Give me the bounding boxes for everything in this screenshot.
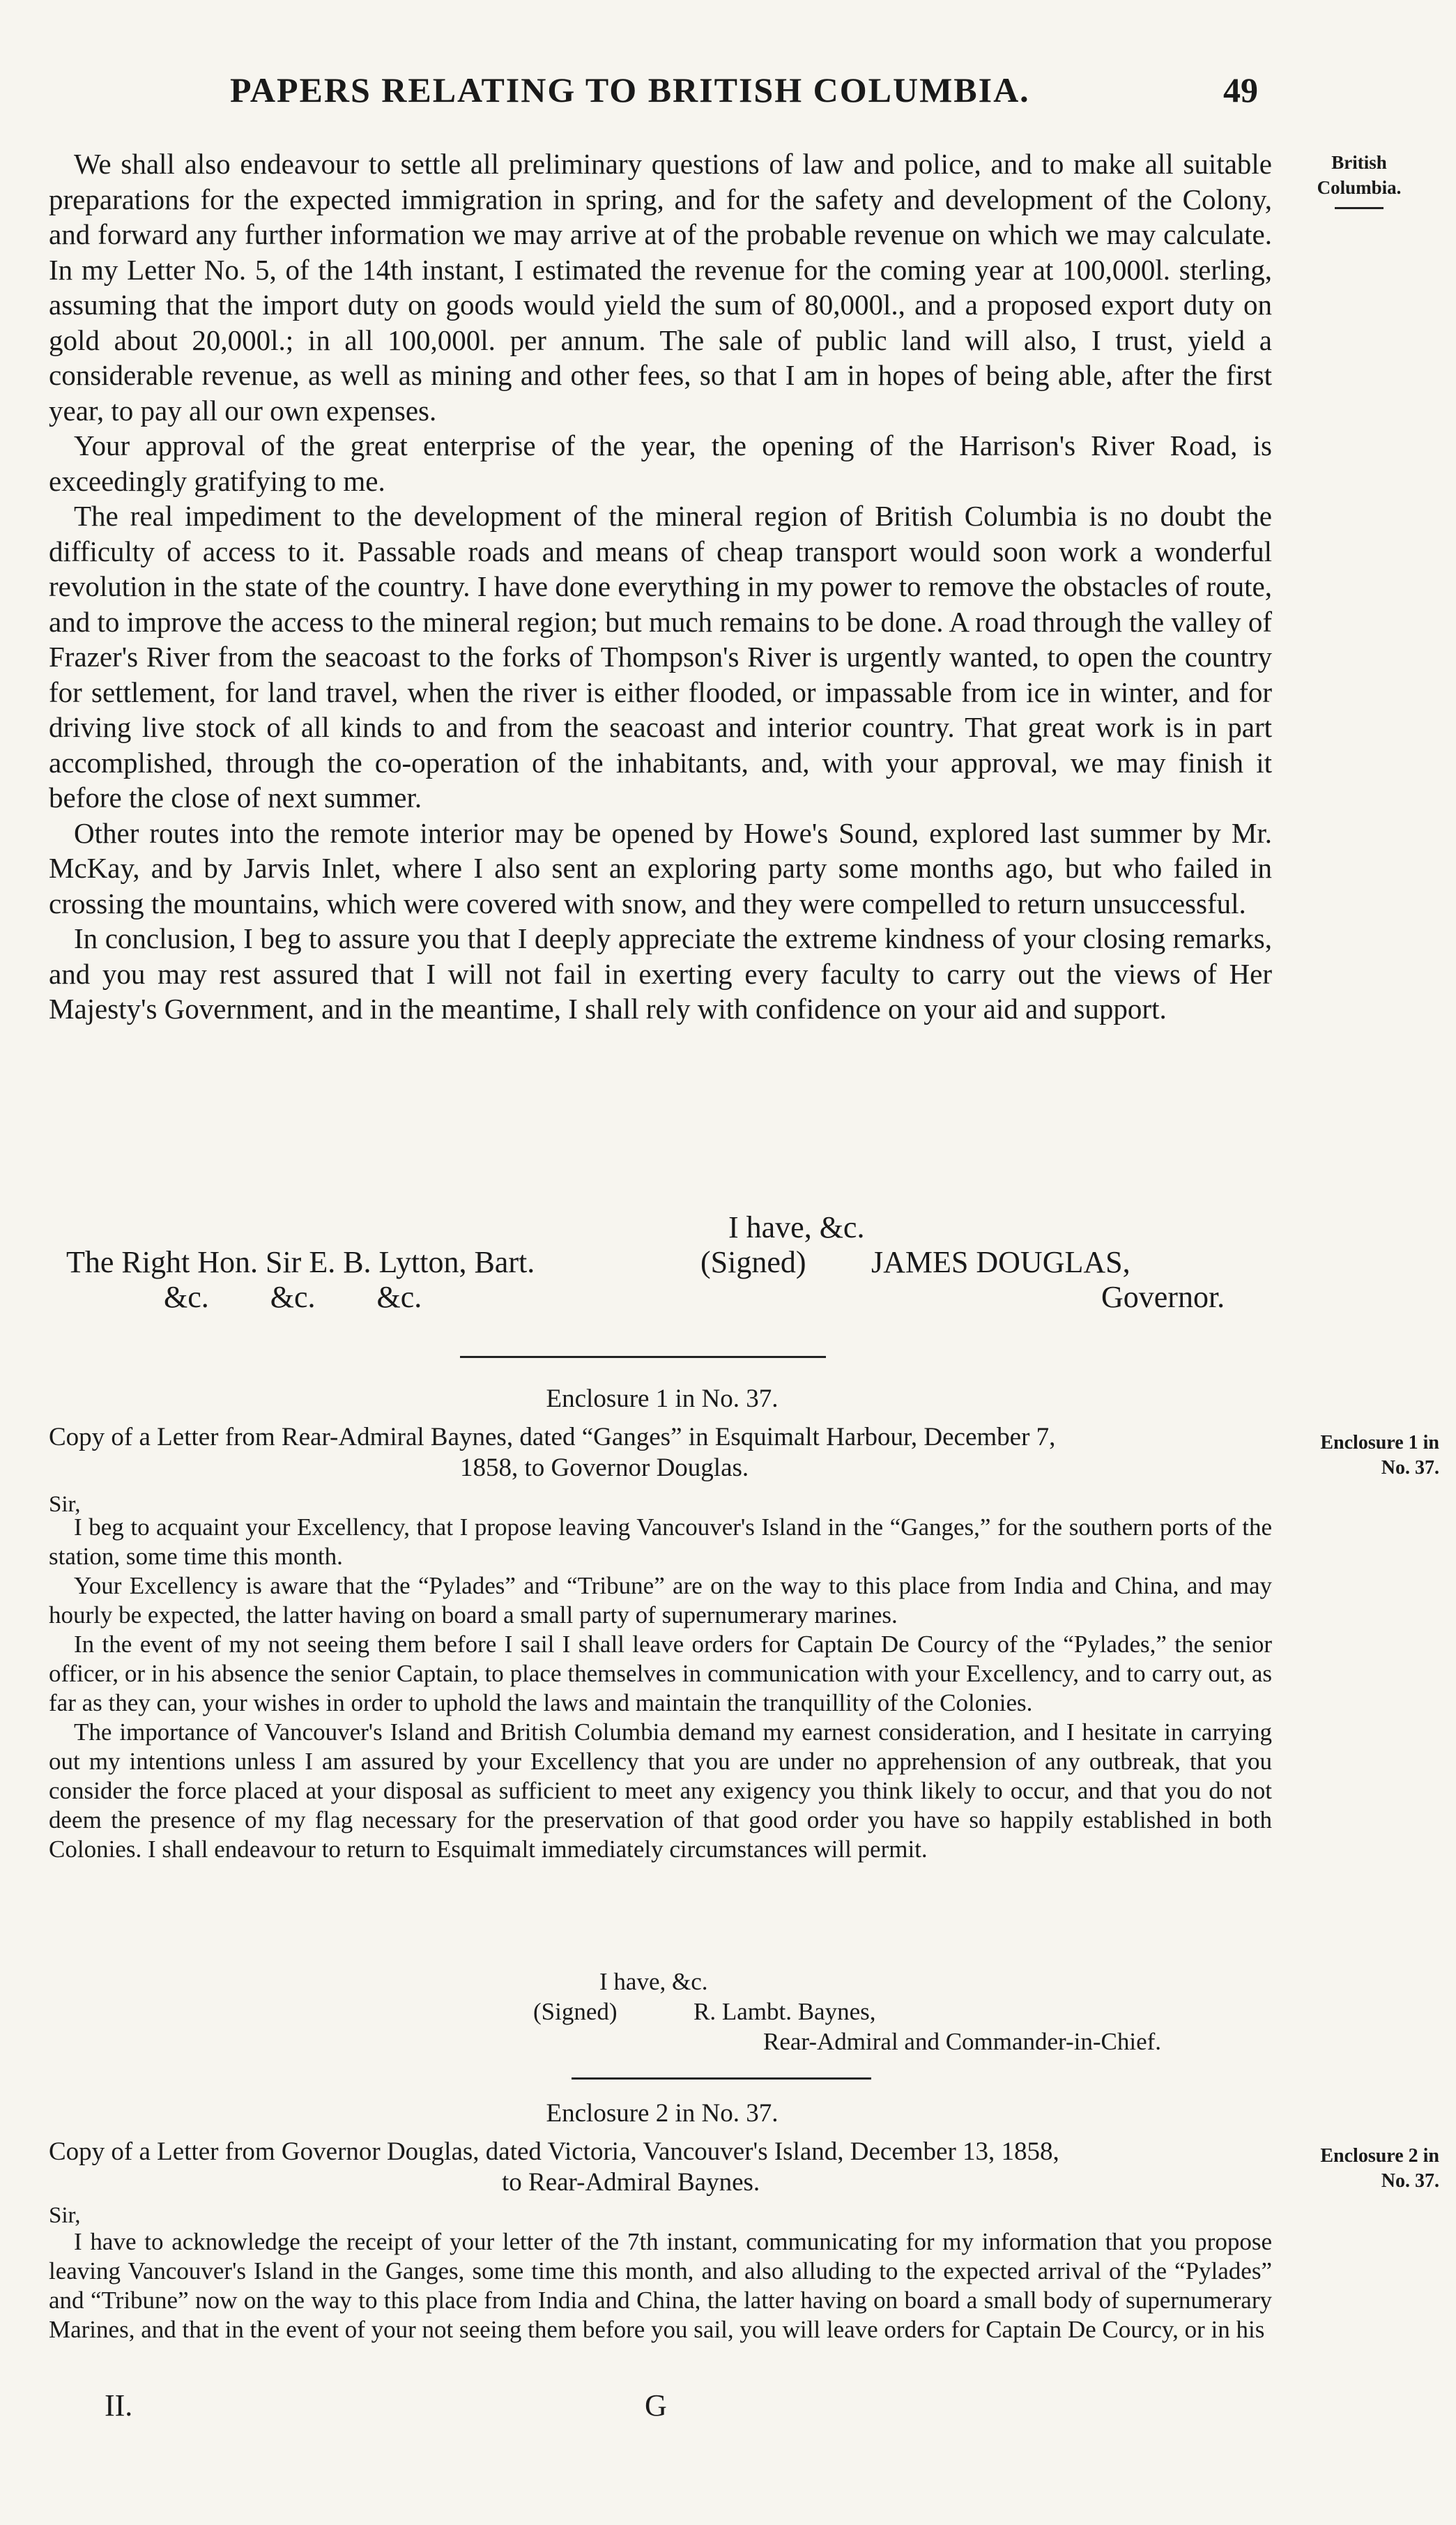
i-have-etc: I have, &c. (599, 1968, 708, 1995)
enclosure-1-copy-heading (49, 1422, 1272, 1483)
body-paragraph: I beg to acquaint your Excellency, that I propose leaving Vancouver's Island in the “Ganges,” for the southern ports of the station, some time this month. (49, 1513, 1272, 1570)
body-paragraph: Other routes into the remote interior may be opened by Howe's Sound, explored last summer by Mr. McKay, and by Jarvis Inlet, where I also sent an exploring party some months ago, but who failed in crossing the mountains, which were covered with snow, and they were compelled to return unsuccessful. (49, 816, 1272, 920)
enclosure-1-body (49, 1513, 1272, 1864)
body-paragraph: I have to acknowledge the receipt of your letter of the 7th instant, communicating for my information that you propose leaving Vancouver's Island in the Ganges, some time this month, and also alluding to the expected arrival of the “Pylades” and “Tribune” now on the way to this place from India and China, the latter having on board a small body of supernumerary Marines, and that in the event of your not seeing them before you sail, you will leave orders for Captain De Courcy, or in his (49, 2228, 1272, 2343)
signer-name: JAMES DOUGLAS, (871, 1245, 1131, 1279)
signer-name: R. Lambt. Baynes, (693, 1998, 876, 2025)
copy-heading-line: 1858, to Governor Douglas. (460, 1454, 749, 1482)
margin-note-enclosure-1 (1289, 1431, 1439, 1481)
body-paragraph: The real impediment to the development of the mineral region of British Columbia is no doubt the difficulty of access to it. Passable roads and means of cheap transport would soon work a wonderful revolution in the state of the country. I have done everything in my power to remove the obstacles of route, and to improve the access to the mineral region; but much remains to be done. A road through the valley of Frazer's River from the seacoast to the forks of Thompson's River is urgently wanted, to open the country for settlement, for land travel, when the river is either flooded, or impassable from ice in winter, and for driving live stock of all kinds to and from the seacoast and interior country. That great work is in part accomplished, through the co-operation of the inhabitants, and, with your approval, we may finish it before the close of next summer. (49, 500, 1272, 814)
body-paragraph: Your Excellency is aware that the “Pylades” and “Tribune” are on the way to this place from India and China, and may hourly be expected, the latter having on board a small party of supernumerary marines. (49, 1572, 1272, 1628)
margin-note-line: No. 37. (1381, 2170, 1439, 2192)
enclosure-1-title: Enclosure 1 in No. 37. (546, 1384, 779, 1413)
i-have-etc: I have, &c. (728, 1210, 865, 1244)
volume-mark: II. (105, 2388, 133, 2423)
letter-body (49, 146, 1272, 1027)
page-number: 49 (1223, 70, 1258, 109)
page-header-title: PAPERS RELATING TO BRITISH COLUMBIA. (230, 70, 1030, 109)
signed-label: (Signed) (533, 1998, 618, 2025)
enclosure-2-copy-heading (49, 2137, 1272, 2198)
margin-note-enclosure-2 (1289, 2144, 1439, 2194)
copy-heading-line: Copy of a Letter from Governor Douglas, dated Victoria, Vancouver's Island, December 13, 1858, (49, 2137, 1059, 2166)
copy-heading-line: to Rear-Admiral Baynes. (502, 2168, 760, 2197)
body-paragraph: The importance of Vancouver's Island and British Columbia demand my earnest consideration, and I hesitate in carrying out my intentions unless I am assured by your Excellency that you are under no apprehension of any outbreak, that you consider the force placed at your disposal as sufficient to meet any exigency you think likely to occur, and that you do not deem the presence of my flag necessary for the preservation of that good order you have so happily established in both Colonies. I shall endeavour to return to Esquimalt immediately circumstances will permit. (49, 1718, 1272, 1863)
body-paragraph: We shall also endeavour to settle all preliminary questions of law and police, and to make all suitable preparations for the expected immigration in spring, and for the safety and development of the Colony, and forward any further information we may arrive at of the probable revenue on which we may calculate. In my Letter No. 5, of the 14th instant, I estimated the revenue for the coming year at 100,000l. sterling, assuming that the import duty on goods would yield the sum of 80,000l., and a proposed export duty on gold about 20,000l.; in all 100,000l. per annum. The sale of public land will also, I trust, yield a considerable revenue, as well as mining and other fees, so that I am in hopes of being able, after the first year, to pay all our own expenses. (49, 148, 1272, 427)
signer-title: Governor. (1101, 1280, 1225, 1314)
margin-note-line: No. 37. (1381, 1457, 1439, 1479)
body-paragraph: In the event of my not seeing them before I sail I shall leave orders for Captain De Courcy of the “Pylades,” the senior officer, or in his absence the senior Captain, to place themselves in communication with your Excellency, and to carry out, as far as they can, your wishes in order to uphold the laws and maintain the tranquillity of the Colonies. (49, 1631, 1272, 1716)
addressee-etc: &c. &c. &c. (164, 1280, 422, 1314)
signature-mark: G (645, 2388, 667, 2423)
margin-note-line: Enclosure 2 in (1320, 2145, 1439, 2167)
margin-rule (1335, 207, 1384, 209)
section-divider (460, 1356, 826, 1358)
enclosure-2-title: Enclosure 2 in No. 37. (546, 2099, 779, 2128)
copy-heading-line: Copy of a Letter from Rear-Admiral Baynes, dated “Ganges” in Esquimalt Harbour, December 7, (49, 1423, 1056, 1451)
signed-label: (Signed) (700, 1245, 806, 1279)
section-divider (572, 2077, 871, 2080)
body-paragraph: Your approval of the great enterprise of the year, the opening of the Harrison's River Road, is exceedingly gratifying to me. (49, 429, 1272, 497)
margin-note-line: British (1331, 152, 1387, 173)
addressee: The Right Hon. Sir E. B. Lytton, Bart. (66, 1245, 535, 1279)
enclosure-2-body (49, 2227, 1272, 2344)
salutation: Sir, (49, 1492, 81, 1517)
margin-note-british-columbia (1293, 150, 1425, 209)
margin-note-line: Columbia. (1317, 177, 1402, 198)
body-paragraph: In conclusion, I beg to assure you that I deeply appreciate the extreme kindness of your closing remarks, and you may rest assured that I will not fail in exerting every faculty to carry out the views of Her Majesty's Government, and in the meantime, I shall rely with confidence on your aid and support. (49, 922, 1272, 1025)
salutation: Sir, (49, 2203, 81, 2228)
margin-note-line: Enclosure 1 in (1320, 1432, 1439, 1454)
signer-title: Rear-Admiral and Commander-in-Chief. (763, 2028, 1162, 2055)
